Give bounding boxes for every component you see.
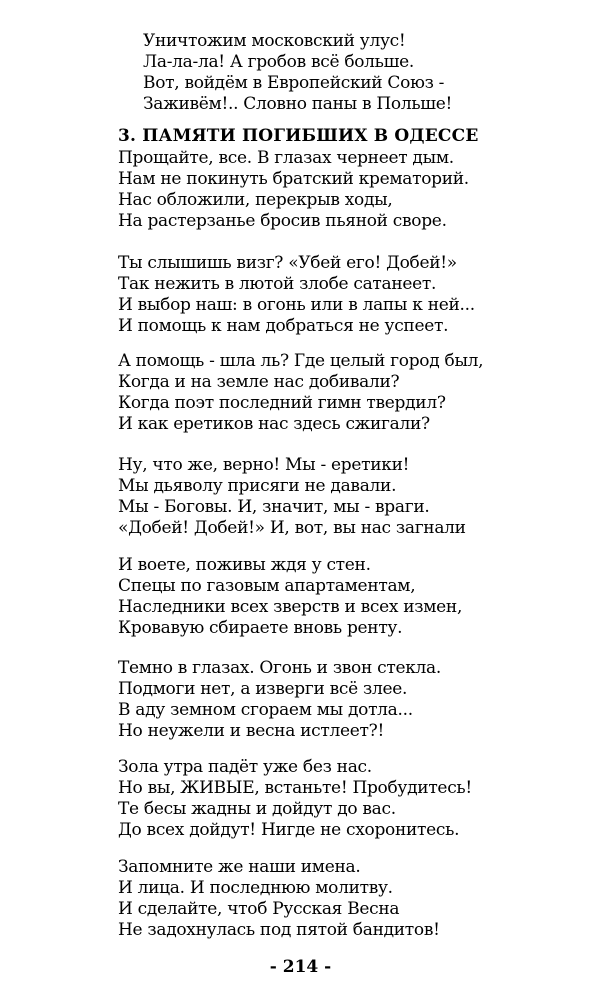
poem-line: Мы - Боговы. И, значит, мы - враги. (118, 497, 430, 517)
poem-line: Нас обложили, перекрыв ходы, (118, 190, 393, 210)
poem-line: И как еретиков нас здесь сжигали? (118, 414, 430, 434)
poem-line: И сделайте, чтоб Русская Весна (118, 899, 400, 919)
poem-line: «Добей! Добей!» И, вот, вы нас загнали (118, 518, 466, 538)
poem-line: До всех дойдут! Нигде не схоронитесь. (118, 820, 460, 840)
poem-line: Подмоги нет, а изверги всё злее. (118, 679, 408, 699)
poem-line: Темно в глазах. Огонь и звон стекла. (118, 658, 441, 678)
poem-line: Кровавую сбираете вновь ренту. (118, 618, 403, 638)
poem-heading: 3. ПАМЯТИ ПОГИБШИХ В ОДЕССЕ (118, 126, 479, 146)
stanza (118, 757, 588, 841)
poem-line: Нам не покинуть братский крематорий. (118, 169, 469, 189)
poem-line: Ну, что же, верно! Мы - еретики! (118, 455, 410, 475)
poem-line: Уничтожим московский улус! (143, 31, 406, 51)
poem-line: Мы дьяволу присяги не давали. (118, 476, 397, 496)
stanza (118, 455, 588, 539)
stanza-closing-previous (143, 31, 601, 115)
poem-line: Не задохнулась под пятой бандитов! (118, 920, 440, 940)
stanza (118, 351, 588, 435)
poem-line: Наследники всех зверств и всех измен, (118, 597, 463, 617)
poem-line: Так нежить в лютой злобе сатанеет. (118, 274, 437, 294)
poem-line: А помощь - шла ль? Где целый город был, (118, 351, 484, 371)
poem-line: И помощь к нам добраться не успеет. (118, 316, 449, 336)
poem-line: На растерзанье бросив пьяной своре. (118, 211, 447, 231)
page-number: - 214 - (269, 957, 332, 977)
poem-line: Прощайте, все. В глазах чернеет дым. (118, 148, 454, 168)
poem-line: Те бесы жадны и дойдут до вас. (118, 799, 396, 819)
poem-line: Но неужели и весна истлеет?! (118, 721, 384, 741)
stanza (118, 857, 588, 941)
poem-line: Но вы, ЖИВЫЕ, встаньте! Пробудитесь! (118, 778, 472, 798)
stanza (118, 253, 588, 337)
poem-line: Когда поэт последний гимн твердил? (118, 393, 446, 413)
poem-line: В аду земном сгораем мы дотла... (118, 700, 413, 720)
stanza (118, 148, 588, 232)
poem-line: Заживём!.. Словно паны в Польше! (143, 94, 453, 114)
poem-line: Ты слышишь визг? «Убей его! Добей!» (118, 253, 457, 273)
poem-line: Вот, войдём в Европейский Союз - (143, 73, 445, 93)
poem-line: И лица. И последнюю молитву. (118, 878, 393, 898)
poem-line: И выбор наш: в огонь или в лапы к ней... (118, 295, 475, 315)
poem-line: И воете, поживы ждя у стен. (118, 555, 371, 575)
stanza (118, 555, 588, 639)
poem-line: Спецы по газовым апартаментам, (118, 576, 416, 596)
poem-line: Ла-ла-ла! А гробов всё больше. (143, 52, 415, 72)
poem-line: Зола утра падёт уже без нас. (118, 757, 372, 777)
poem-line: Запомните же наши имена. (118, 857, 361, 877)
stanza (118, 658, 588, 742)
poem-line: Когда и на земле нас добивали? (118, 372, 400, 392)
